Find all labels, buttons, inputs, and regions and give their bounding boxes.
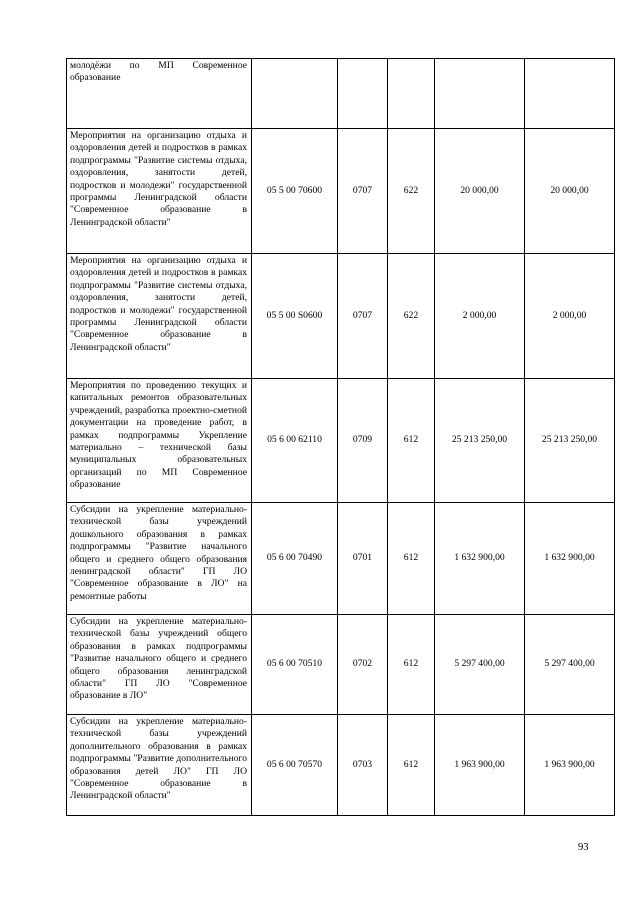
- row-sum-2: 1 963 900,00: [525, 715, 615, 816]
- row-sum-2: 5 297 400,00: [525, 615, 615, 715]
- budget-table-body: [67, 59, 615, 816]
- row-sum-1: 25 213 250,00: [435, 379, 525, 503]
- row-name: Субсидии на укрепление материально-технической базы учреждений дополнительного образования в рамках подпрограммы "Развитие дополнительного образования детей ЛО" ГП ЛО "Современное образование в Ленинградской области": [67, 715, 252, 816]
- table-row: [67, 59, 615, 129]
- row-sum-1: [435, 59, 525, 129]
- table-row: [67, 715, 615, 816]
- row-sum-1: 2 000,00: [435, 254, 525, 379]
- row-vr: 612: [388, 715, 435, 816]
- row-sum-1: 1 632 900,00: [435, 503, 525, 615]
- table-row: [67, 503, 615, 615]
- row-sum-1: 1 963 900,00: [435, 715, 525, 816]
- row-name: Мероприятия на организацию отдыха и оздоровления детей и подростков в рамках подпрограммы "Развитие системы отдыха, оздоровления, занятости детей, подростков и молодежи" государственной программы Ленинградской области "Современное образование в Ленинградской области": [67, 254, 252, 379]
- table-row: [67, 615, 615, 715]
- row-razdel: 0707: [338, 129, 388, 254]
- row-kcsr: 05 6 00 70570: [252, 715, 338, 816]
- row-kcsr: 05 6 00 62110: [252, 379, 338, 503]
- table-row: [67, 254, 615, 379]
- row-sum-2: 20 000,00: [525, 129, 615, 254]
- row-vr: 612: [388, 503, 435, 615]
- row-kcsr: 05 6 00 70510: [252, 615, 338, 715]
- row-kcsr: 05 5 00 S0600: [252, 254, 338, 379]
- row-name: Мероприятия по проведению текущих и капитальных ремонтов образовательных учреждений, разработка проектно-сметной документации на проведение работ, в рамках подпрограммы Укрепление материально – технической базы муниципальных образовательных организаций по МП Современное образование: [67, 379, 252, 503]
- row-vr: [388, 59, 435, 129]
- row-sum-1: 20 000,00: [435, 129, 525, 254]
- budget-table: [66, 58, 615, 816]
- table-row: [67, 129, 615, 254]
- row-vr: 612: [388, 615, 435, 715]
- row-sum-2: 2 000,00: [525, 254, 615, 379]
- row-name: молодёжи по МП Современное образование: [67, 59, 252, 129]
- row-kcsr: [252, 59, 338, 129]
- row-razdel: 0709: [338, 379, 388, 503]
- page-number: 93: [578, 842, 589, 853]
- row-razdel: 0702: [338, 615, 388, 715]
- row-name: Субсидии на укрепление материально-технической базы учреждений общего образования в рамках подпрограммы "Развитие начального общего и среднего общего образования ленинградской области" ГП ЛО "Современное образование в ЛО": [67, 615, 252, 715]
- row-kcsr: 05 6 00 70490: [252, 503, 338, 615]
- row-sum-2: 25 213 250,00: [525, 379, 615, 503]
- row-name: Мероприятия на организацию отдыха и оздоровления детей и подростков в рамках подпрограммы "Развитие системы отдыха, оздоровления, занятости детей, подростков и молодежи" государственной программы Ленинградской области "Современное образование в Ленинградской области": [67, 129, 252, 254]
- row-razdel: 0701: [338, 503, 388, 615]
- row-sum-2: [525, 59, 615, 129]
- row-vr: 622: [388, 129, 435, 254]
- row-vr: 612: [388, 379, 435, 503]
- row-kcsr: 05 5 00 70600: [252, 129, 338, 254]
- row-sum-2: 1 632 900,00: [525, 503, 615, 615]
- row-razdel: 0703: [338, 715, 388, 816]
- row-razdel: [338, 59, 388, 129]
- row-razdel: 0707: [338, 254, 388, 379]
- row-vr: 622: [388, 254, 435, 379]
- row-sum-1: 5 297 400,00: [435, 615, 525, 715]
- table-row: [67, 379, 615, 503]
- row-name: Субсидии на укрепление материально-технической базы учреждений дошкольного образования в рамках подпрограммы "Развитие начального общего и среднего общего образования ленинградской области" ГП ЛО "Современное образование в ЛО" на ремонтные работы: [67, 503, 252, 615]
